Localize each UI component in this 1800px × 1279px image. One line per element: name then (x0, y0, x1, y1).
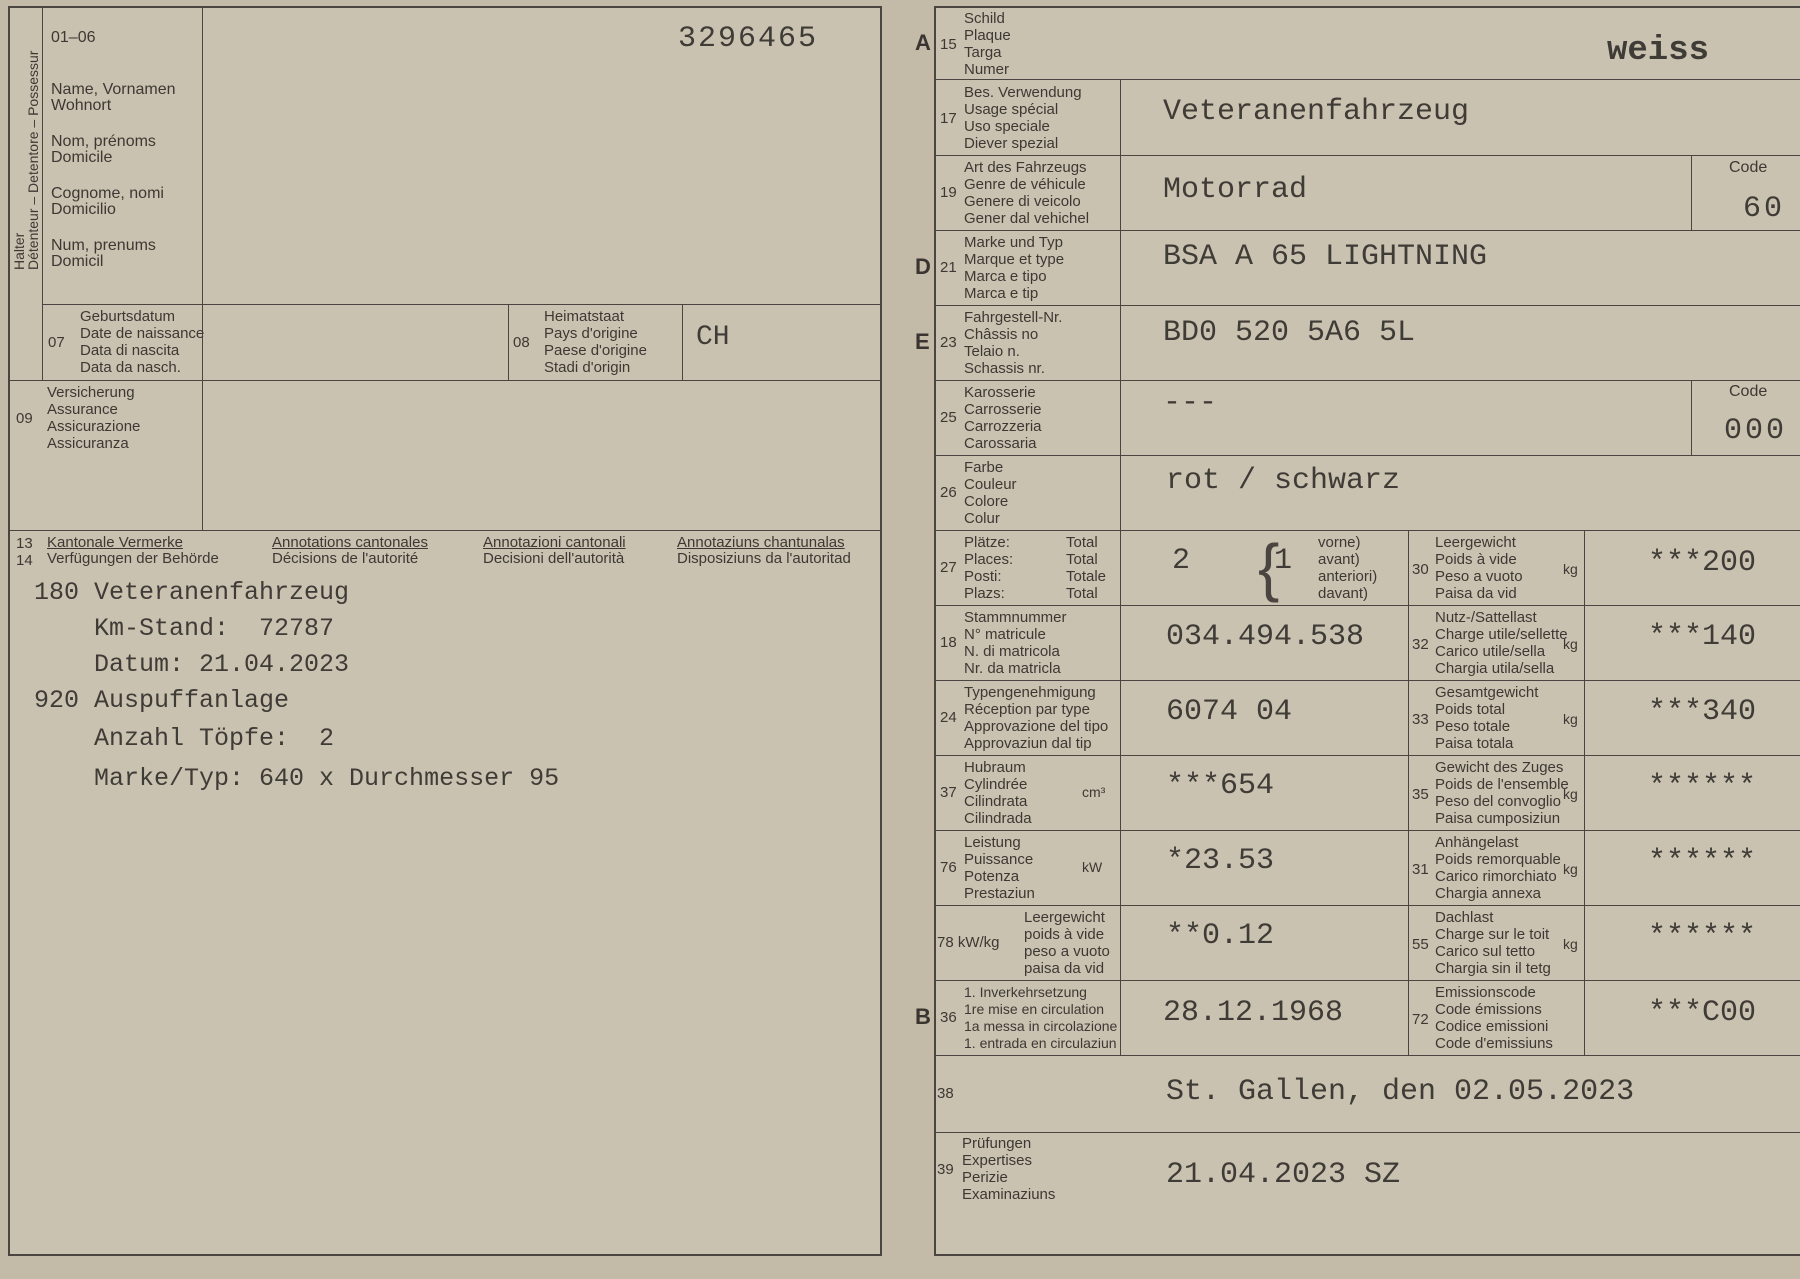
row-31-number: 31 (1412, 861, 1429, 878)
payload-value: ***140 (1648, 620, 1757, 654)
field-07-number: 07 (48, 334, 65, 351)
annotations-fr: Annotations cantonales Décisions de l'autorité (272, 534, 428, 567)
annotation-line: Anzahl Töpfe: 2 (34, 724, 335, 753)
divider (934, 305, 1800, 306)
divider (934, 530, 1800, 531)
divider (202, 6, 203, 530)
plate-value: weiss (1607, 32, 1710, 70)
chassis-value: BD0 520 5A6 5L (1163, 316, 1416, 350)
seats-front-label: vorne) avant) anteriori) davant) (1318, 534, 1378, 602)
name-labels (51, 82, 176, 290)
row-76-unit: kW (1082, 859, 1103, 875)
roof-load-value: ****** (1648, 920, 1757, 954)
annotation-line: 180 Veteranenfahrzeug (34, 578, 350, 607)
row-25-code-value: 000 (1724, 414, 1788, 448)
row-30-number: 30 (1412, 561, 1429, 578)
name-label-it: Cognome, nomi Domicilio (51, 185, 164, 218)
row-78-number: 78 kW/kg (937, 934, 1000, 951)
row-23-label: Fahrgestell-Nr. Châssis no Telaio n. Schassis nr. (964, 309, 1063, 377)
row-25-code-label: Code (1729, 383, 1768, 400)
divider (934, 155, 1800, 156)
row-17-number: 17 (940, 110, 957, 127)
divider (42, 304, 882, 305)
row-21-label: Marke und Typ Marque et type Marca e tipo Marca e tip (964, 234, 1065, 302)
name-label-de: Name, Vornamen Wohnort (51, 81, 176, 114)
annotation-line: Km-Stand: 72787 (34, 614, 335, 643)
row-18-label: Stammnummer N° matricule N. di matricola Nr. da matricla (964, 609, 1067, 677)
empty-weight-value: ***200 (1648, 546, 1757, 580)
row-38-number: 38 (937, 1085, 954, 1102)
annotation-line: 920 Auspuffanlage (34, 686, 290, 715)
field-01-06-value: 3296465 (678, 22, 819, 56)
row-17-label: Bes. Verwendung Usage spécial Uso speciale Diever spezial (964, 84, 1082, 152)
divider (934, 230, 1800, 231)
power-weight-value: **0.12 (1166, 919, 1275, 953)
row-27-number: 27 (940, 559, 957, 576)
row-39-number: 39 (937, 1161, 954, 1178)
annotation-line: Marke/Typ: 640 x Durchmesser 95 (34, 764, 560, 793)
row-35-unit: kg (1563, 786, 1578, 802)
row-36-number: 36 (940, 1009, 957, 1026)
annotations-de: Kantonale Vermerke Verfügungen der Behörde (47, 534, 219, 567)
seats-front-value: 1 (1274, 544, 1293, 578)
divider (934, 1055, 1800, 1056)
combination-weight-value: ****** (1648, 770, 1757, 804)
annotation-line: Datum: 21.04.2023 (34, 650, 350, 679)
divider (934, 605, 1800, 606)
divider (934, 980, 1800, 981)
divider (934, 830, 1800, 831)
insurance-label: Versicherung Assurance Assicurazione Assicuranza (47, 384, 141, 452)
row-30-unit: kg (1563, 561, 1578, 577)
row-33-label: Gesamtgewicht Poids total Peso totale Paisa totala (1435, 684, 1539, 752)
divider (934, 680, 1800, 681)
row-23-number: 23 (940, 334, 957, 351)
row-33-number: 33 (1412, 711, 1429, 728)
row-21-number: 21 (940, 259, 957, 276)
seats-total-value: 2 (1172, 544, 1191, 578)
first-registration-value: 28.12.1968 (1163, 996, 1344, 1030)
make-model-value: BSA A 65 LIGHTNING (1163, 240, 1488, 274)
divider (934, 380, 1800, 381)
divider (1584, 530, 1585, 1055)
row-24-label: Typengenehmigung Réception par type Approvazione del tipo Approvaziun dal tip (964, 684, 1109, 752)
special-use-value: Veteranenfahrzeug (1163, 95, 1470, 129)
row-35-number: 35 (1412, 786, 1429, 803)
row-32-number: 32 (1412, 636, 1429, 653)
row-36-label: 1. Inverkehrsetzung 1re mise en circulation 1a messa in circolazione 1. entrada en circulaziun (964, 984, 1118, 1051)
field-14-number: 14 (16, 552, 33, 569)
row-letter-a: A (915, 30, 931, 55)
field-09-number: 09 (16, 410, 33, 427)
power-value: *23.53 (1166, 844, 1275, 878)
row-72-number: 72 (1412, 1011, 1429, 1028)
row-39-label: Prüfungen Expertises Perizie Examinaziuns (962, 1135, 1056, 1203)
issue-place-date-value: St. Gallen, den 02.05.2023 (1166, 1075, 1635, 1109)
trailer-load-value: ****** (1648, 845, 1757, 879)
row-19-label: Art des Fahrzeugs Genre de véhicule Genere di veicolo Gener dal vehichel (964, 159, 1090, 227)
row-24-number: 24 (940, 709, 957, 726)
row-26-label: Farbe Couleur Colore Colur (964, 459, 1017, 527)
annotations-rm: Annotaziuns chantunalas Disposiziuns da l'autoritad (677, 534, 851, 567)
body-value: --- (1163, 386, 1218, 420)
row-18-number: 18 (940, 634, 957, 651)
divider (8, 380, 882, 381)
row-19-code-label: Code (1729, 159, 1768, 176)
divider (8, 530, 882, 531)
total-weight-value: ***340 (1648, 695, 1757, 729)
row-55-label: Dachlast Charge sur le toit Carico sul tetto Chargia sin il tetg (1435, 909, 1551, 977)
divider (934, 755, 1800, 756)
divider (1691, 155, 1692, 230)
front-brace: { (1258, 531, 1280, 603)
row-15-label: Schild Plaque Targa Numer (964, 10, 1011, 78)
row-37-number: 37 (940, 784, 957, 801)
row-letter-d: D (915, 254, 931, 279)
divider (934, 455, 1800, 456)
field-13-number: 13 (16, 535, 33, 552)
field-01-06-label: 01–06 (51, 29, 96, 46)
holder-side-label: Halter Détenteur – Detentore – Possessur (11, 50, 41, 270)
row-72-label: Emissionscode Code émissions Codice emissioni Code d'emissiuns (1435, 984, 1553, 1052)
displacement-value: ***654 (1166, 769, 1275, 803)
row-30-label: Leergewicht Poids à vide Peso a vuoto Paisa da vid (1435, 534, 1523, 602)
vehicle-type-value: Motorrad (1163, 173, 1308, 207)
row-37-unit: cm³ (1082, 784, 1106, 800)
annotations-it: Annotazioni cantonali Decisioni dell'autorità (483, 534, 626, 567)
row-19-code-value: 60 (1743, 192, 1786, 226)
row-32-unit: kg (1563, 636, 1578, 652)
row-78-label: Leergewicht poids à vide peso a vuoto paisa da vid (1024, 909, 1110, 977)
divider (682, 304, 683, 380)
row-19-number: 19 (940, 184, 957, 201)
divider (508, 304, 509, 380)
annotations-body (34, 578, 559, 800)
row-33-unit: kg (1563, 711, 1578, 727)
row-26-number: 26 (940, 484, 957, 501)
divider (934, 1132, 1800, 1133)
row-letter-e: E (915, 329, 930, 354)
divider (1408, 530, 1409, 1055)
row-35-label: Gewicht des Zuges Poids de l'ensemble Peso del convoglio Paisa cumposiziun (1435, 759, 1569, 827)
row-25-label: Karosserie Carrosserie Carrozzeria Carossaria (964, 384, 1042, 452)
divider (1120, 79, 1121, 1055)
row-27-label: Plätze: Places: Posti: Plazs: (964, 534, 1014, 602)
row-31-unit: kg (1563, 861, 1578, 877)
birth-label: Geburtsdatum Date de naissance Data di nascita Data da nasch. (80, 308, 205, 376)
base-number-value: 034.494.538 (1166, 620, 1365, 654)
divider (934, 905, 1800, 906)
name-label-fr: Nom, prénoms Domicile (51, 133, 156, 166)
row-55-number: 55 (1412, 936, 1429, 953)
row-letter-b: B (915, 1004, 931, 1029)
row-27-total-label: Total Total Totale Total (1066, 534, 1107, 602)
row-32-label: Nutz-/Sattellast Charge utile/sellette Carico utile/sella Chargia utila/sella (1435, 609, 1568, 677)
type-approval-value: 6074 04 (1166, 695, 1293, 729)
home-state-value: CH (696, 322, 730, 353)
color-value: rot / schwarz (1166, 464, 1401, 498)
row-31-label: Anhängelast Poids remorquable Carico rimorchiato Chargia annexa (1435, 834, 1561, 902)
divider (42, 6, 43, 380)
row-25-number: 25 (940, 409, 957, 426)
row-37-label: Hubraum Cylindrée Cilindrata Cilindrada (964, 759, 1032, 827)
row-76-label: Leistung Puissance Potenza Prestaziun (964, 834, 1035, 902)
inspection-value: 21.04.2023 SZ (1166, 1158, 1401, 1192)
row-55-unit: kg (1563, 936, 1578, 952)
divider (934, 79, 1800, 80)
emission-code-value: ***C00 (1648, 996, 1757, 1030)
name-label-rm: Num, prenums Domicil (51, 237, 156, 270)
row-15-number: 15 (940, 36, 957, 53)
divider (1691, 380, 1692, 455)
field-08-number: 08 (513, 334, 530, 351)
row-76-number: 76 (940, 859, 957, 876)
home-state-label: Heimatstaat Pays d'origine Paese d'origine Stadi d'origin (544, 308, 647, 376)
